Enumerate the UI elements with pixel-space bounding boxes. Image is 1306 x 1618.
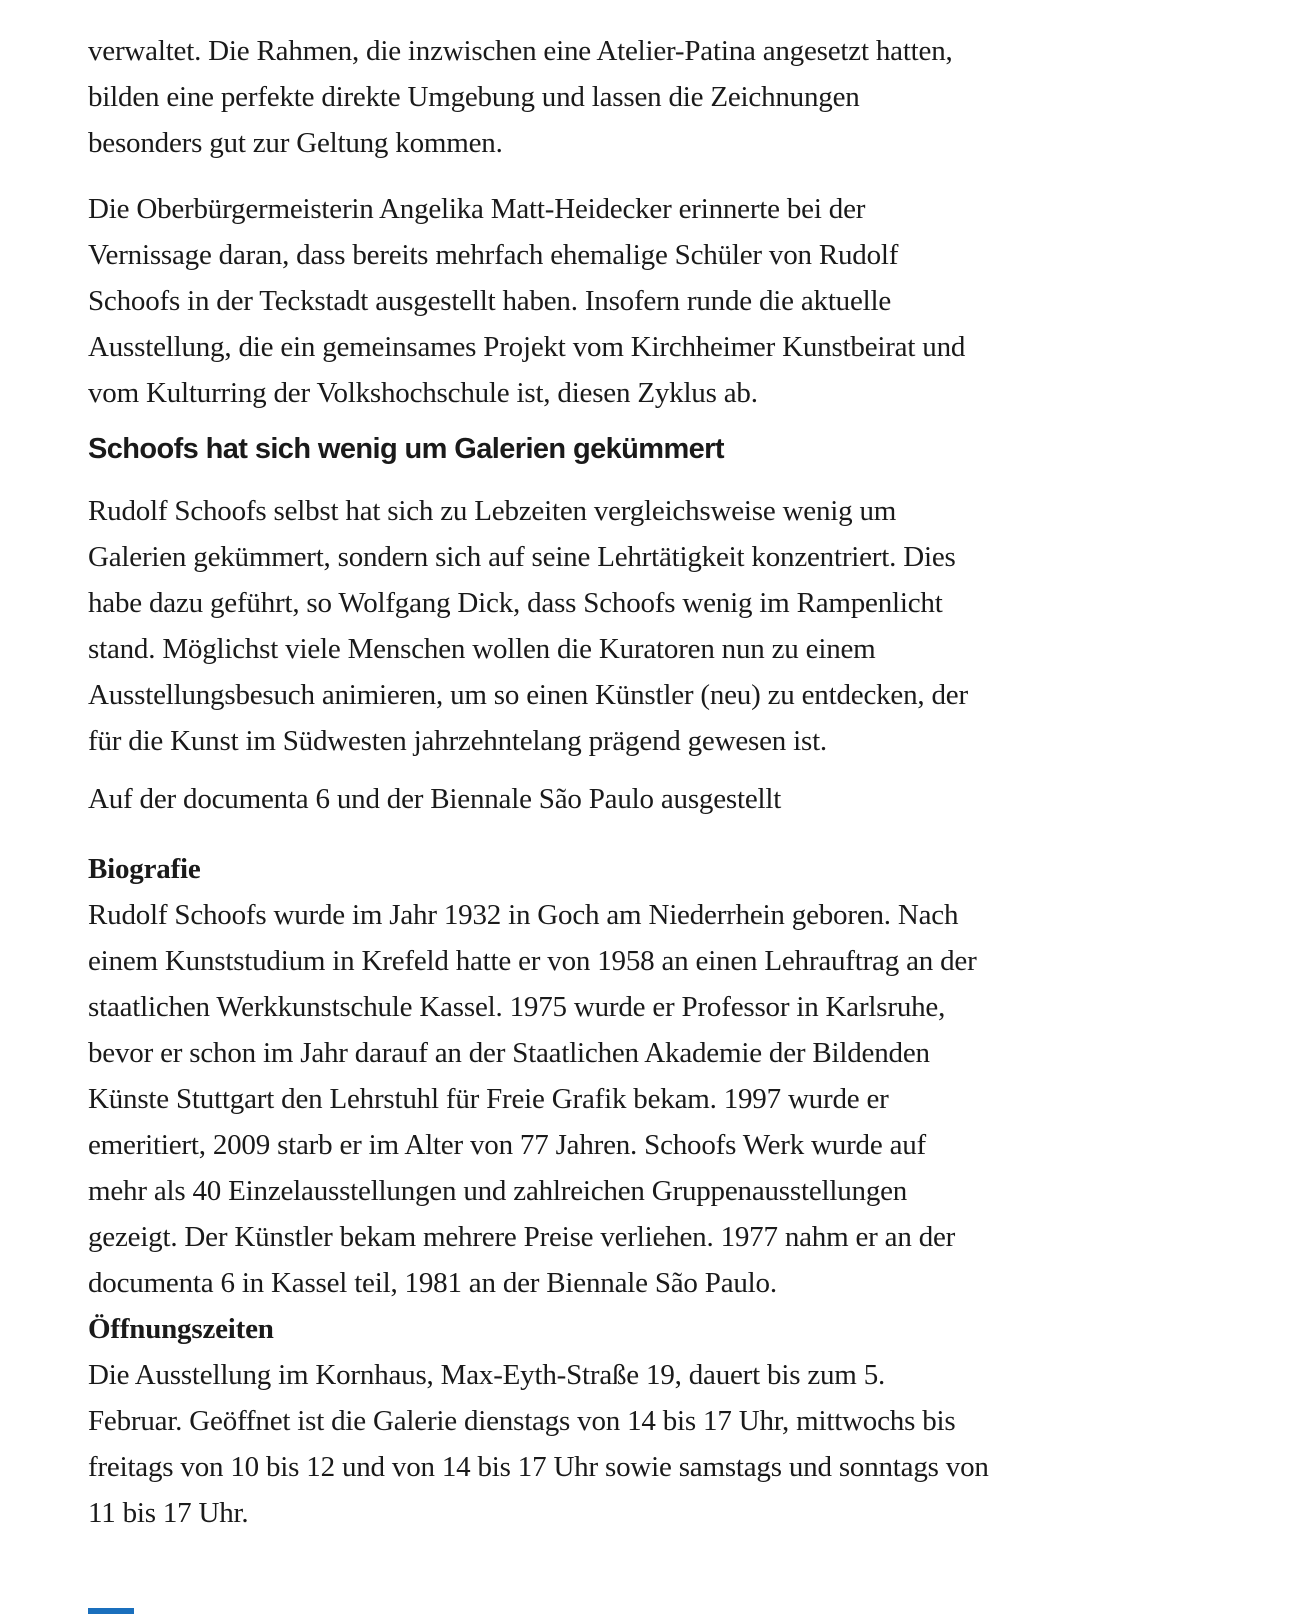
intro-paragraph — [88, 28, 953, 166]
paragraph-line: Februar. Geöffnet ist die Galerie dienstags von 14 bis 17 Uhr, mittwochs bis — [88, 1405, 956, 1437]
paragraph-line: gezeigt. Der Künstler bekam mehrere Preise verliehen. 1977 nahm er an der — [88, 1221, 956, 1253]
paragraph-line: besonders gut zur Geltung kommen. — [88, 127, 503, 159]
paragraph-line: freitags von 10 bis 12 und von 14 bis 17 Uhr sowie samstags und sonntags von — [88, 1451, 989, 1483]
heading-biografie: Biografie — [88, 853, 201, 885]
paragraph-line: Vernissage daran, dass bereits mehrfach ehemalige Schüler von Rudolf — [88, 239, 899, 271]
paragraph-line: staatlichen Werkkunstschule Kassel. 1975 wurde er Professor in Karlsruhe, — [88, 991, 946, 1023]
paragraph-line: emeritiert, 2009 starb er im Alter von 77 Jahren. Schoofs Werk wurde auf — [88, 1129, 926, 1161]
paragraph-line: bevor er schon im Jahr darauf an der Staatlichen Akademie der Bildenden — [88, 1037, 930, 1069]
paragraph-line: Die Oberbürgermeisterin Angelika Matt-Heidecker erinnerte bei der — [88, 193, 866, 225]
paragraph-line: habe dazu geführt, so Wolfgang Dick, dass Schoofs wenig im Rampenlicht — [88, 587, 943, 619]
mayor-paragraph — [88, 186, 965, 416]
heading-oeffnungszeiten: Öffnungszeiten — [88, 1313, 274, 1345]
documenta-line: Auf der documenta 6 und der Biennale São Paulo ausgestellt — [88, 783, 782, 815]
paragraph-line: mehr als 40 Einzelausstellungen und zahlreichen Gruppenausstellungen — [88, 1175, 908, 1207]
paragraph-line: Die Ausstellung im Kornhaus, Max-Eyth-Straße 19, dauert bis zum 5. — [88, 1359, 886, 1391]
paragraph-line: Schoofs in der Teckstadt ausgestellt haben. Insofern runde die aktuelle — [88, 285, 892, 317]
paragraph-line: Rudolf Schoofs selbst hat sich zu Lebzeiten vergleichsweise wenig um — [88, 495, 897, 527]
paragraph-line: Ausstellung, die ein gemeinsames Projekt vom Kirchheimer Kunstbeirat und — [88, 331, 966, 363]
paragraph-line: Künste Stuttgart den Lehrstuhl für Freie Grafik bekam. 1997 wurde er — [88, 1083, 889, 1115]
paragraph-line: Rudolf Schoofs wurde im Jahr 1932 in Goch am Niederrhein geboren. Nach — [88, 899, 959, 931]
paragraph-line: documenta 6 in Kassel teil, 1981 an der Biennale São Paulo. — [88, 1267, 777, 1299]
paragraph-line: stand. Möglichst viele Menschen wollen die Kuratoren nun zu einem — [88, 633, 876, 665]
biografie-section — [88, 846, 977, 1306]
paragraph-line: Galerien gekümmert, sondern sich auf seine Lehrtätigkeit konzentriert. Dies — [88, 541, 956, 573]
bottom-accent-bar — [88, 1608, 134, 1614]
paragraph-line: für die Kunst im Südwesten jahrzehntelang prägend gewesen ist. — [88, 725, 827, 757]
galerien-paragraph — [88, 488, 968, 764]
paragraph-line: verwaltet. Die Rahmen, die inzwischen eine Atelier-Patina angesetzt hatten, — [88, 35, 953, 67]
section-heading-galerien: Schoofs hat sich wenig um Galerien gekümmert — [88, 433, 724, 465]
paragraph-line: vom Kulturring der Volkshochschule ist, diesen Zyklus ab. — [88, 377, 758, 409]
paragraph-line: einem Kunststudium in Krefeld hatte er von 1958 an einen Lehrauftrag an der — [88, 945, 977, 977]
paragraph-line: 11 bis 17 Uhr. — [88, 1497, 249, 1529]
paragraph-line: Ausstellungsbesuch animieren, um so einen Künstler (neu) zu entdecken, der — [88, 679, 968, 711]
oeffnungszeiten-section — [88, 1306, 989, 1536]
paragraph-line: bilden eine perfekte direkte Umgebung und lassen die Zeichnungen — [88, 81, 860, 113]
